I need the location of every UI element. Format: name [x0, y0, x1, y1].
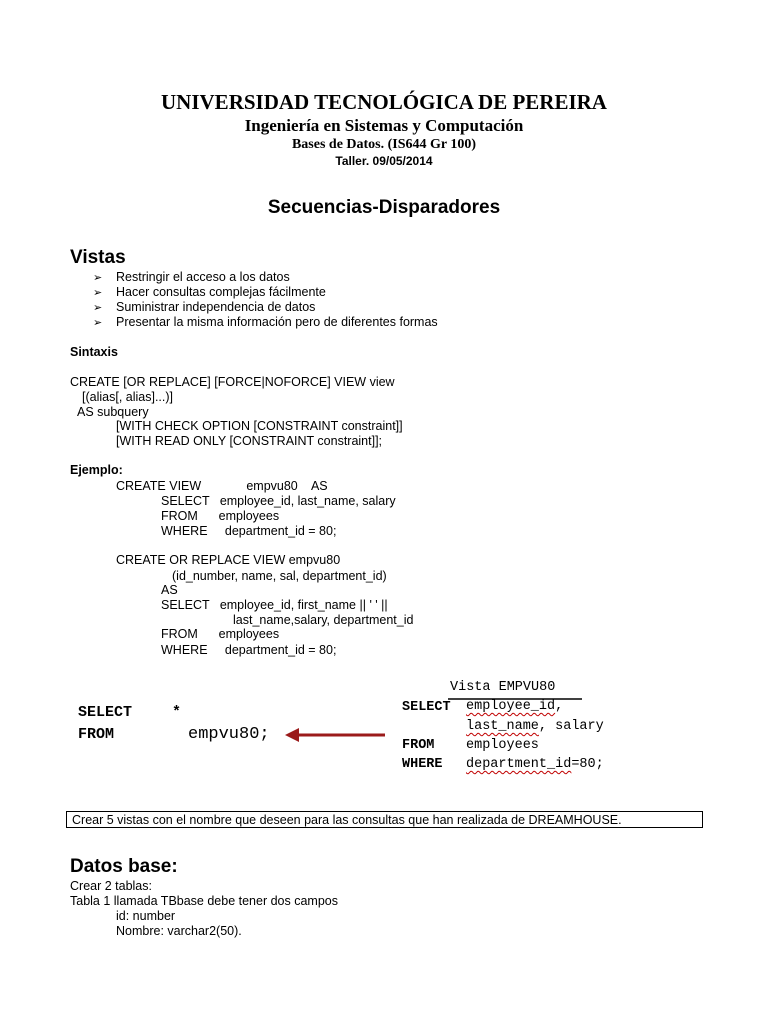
task-box: [66, 811, 703, 828]
example-line: CREATE OR REPLACE VIEW empvu80: [116, 553, 341, 567]
bullet-text: Presentar la misma información pero de diferentes formas: [116, 315, 438, 329]
ejemplo-label: Ejemplo:: [70, 463, 123, 477]
col-employee-id: employee_id: [466, 699, 556, 714]
view-select-keyword: SELECT: [402, 700, 451, 715]
datos-line: Tabla 1 llamada TBbase debe tener dos campos: [70, 894, 338, 908]
task-text: Crear 5 vistas con el nombre que deseen para las consultas que han realizada de DREAMHOUSE.: [72, 813, 622, 827]
star-symbol: *: [172, 704, 182, 721]
taller-date: Taller. 09/05/2014: [335, 154, 433, 168]
page-title: Secuencias-Disparadores: [267, 197, 501, 218]
datos-line: Crear 2 tablas:: [70, 879, 152, 893]
view-from-keyword: FROM: [402, 738, 435, 753]
syntax-line: [(alias[, alias]...)]: [82, 390, 173, 404]
syntax-line: [WITH READ ONLY [CONSTRAINT constraint]];: [116, 434, 383, 448]
col-salary: , salary: [538, 719, 604, 734]
example-line: last_name,salary, department_id: [233, 613, 414, 627]
view-col-2: [466, 719, 604, 734]
view-where-value: [466, 757, 604, 772]
example-line: WHERE department_id = 80;: [161, 643, 337, 657]
bullet-text: Hacer consultas complejas fácilmente: [116, 285, 326, 299]
university-name: UNIVERSIDAD TECNOLÓGICA DE PEREIRA: [161, 90, 607, 114]
bullet-text: Suministrar independencia de datos: [116, 300, 316, 314]
example-line: AS: [161, 583, 178, 597]
syntax-line: AS subquery: [77, 405, 149, 419]
example-line: SELECT employee_id, first_name || ' ' ||: [161, 598, 388, 612]
example-line: (id_number, name, sal, department_id): [172, 569, 387, 583]
where-condition: =80;: [571, 757, 604, 772]
sintaxis-label: Sintaxis: [70, 345, 118, 359]
example-line: WHERE department_id = 80;: [161, 524, 337, 538]
select-keyword: SELECT: [78, 704, 133, 721]
col-separator: ,: [555, 699, 564, 714]
datos-base-heading: Datos base:: [70, 856, 178, 877]
example-line: FROM employees: [161, 509, 280, 523]
view-box-title: Vista EMPVU80: [450, 680, 556, 695]
view-table-name: empvu80;: [188, 725, 270, 744]
arrow-left-icon: [283, 725, 393, 745]
view-from-value: employees: [466, 738, 539, 753]
arrow-bullet-icon: ➢: [93, 287, 103, 299]
arrow-bullet-icon: ➢: [93, 317, 103, 329]
view-where-keyword: WHERE: [402, 757, 443, 772]
example-line: CREATE VIEW empvu80 AS: [116, 479, 328, 493]
view-col-1: [466, 699, 563, 714]
col-last-name: last_name: [466, 719, 539, 734]
from-keyword: FROM: [78, 726, 115, 743]
datos-line: Nombre: varchar2(50).: [116, 924, 242, 938]
vistas-heading: Vistas: [70, 247, 126, 268]
example-line: FROM employees: [161, 627, 280, 641]
bullet-text: Restringir el acceso a los datos: [116, 270, 290, 284]
arrow-bullet-icon: ➢: [93, 302, 103, 314]
course-name: Bases de Datos. (IS644 Gr 100): [291, 137, 477, 152]
syntax-line: CREATE [OR REPLACE] [FORCE|NOFORCE] VIEW view: [70, 375, 395, 389]
arrow-bullet-icon: ➢: [93, 272, 103, 284]
program-name: Ingeniería en Sistemas y Computación: [244, 116, 524, 135]
example-line: SELECT employee_id, last_name, salary: [161, 494, 396, 508]
datos-line: id: number: [116, 909, 176, 923]
where-column: department_id: [466, 757, 572, 772]
syntax-line: [WITH CHECK OPTION [CONSTRAINT constraint]]: [116, 419, 403, 433]
